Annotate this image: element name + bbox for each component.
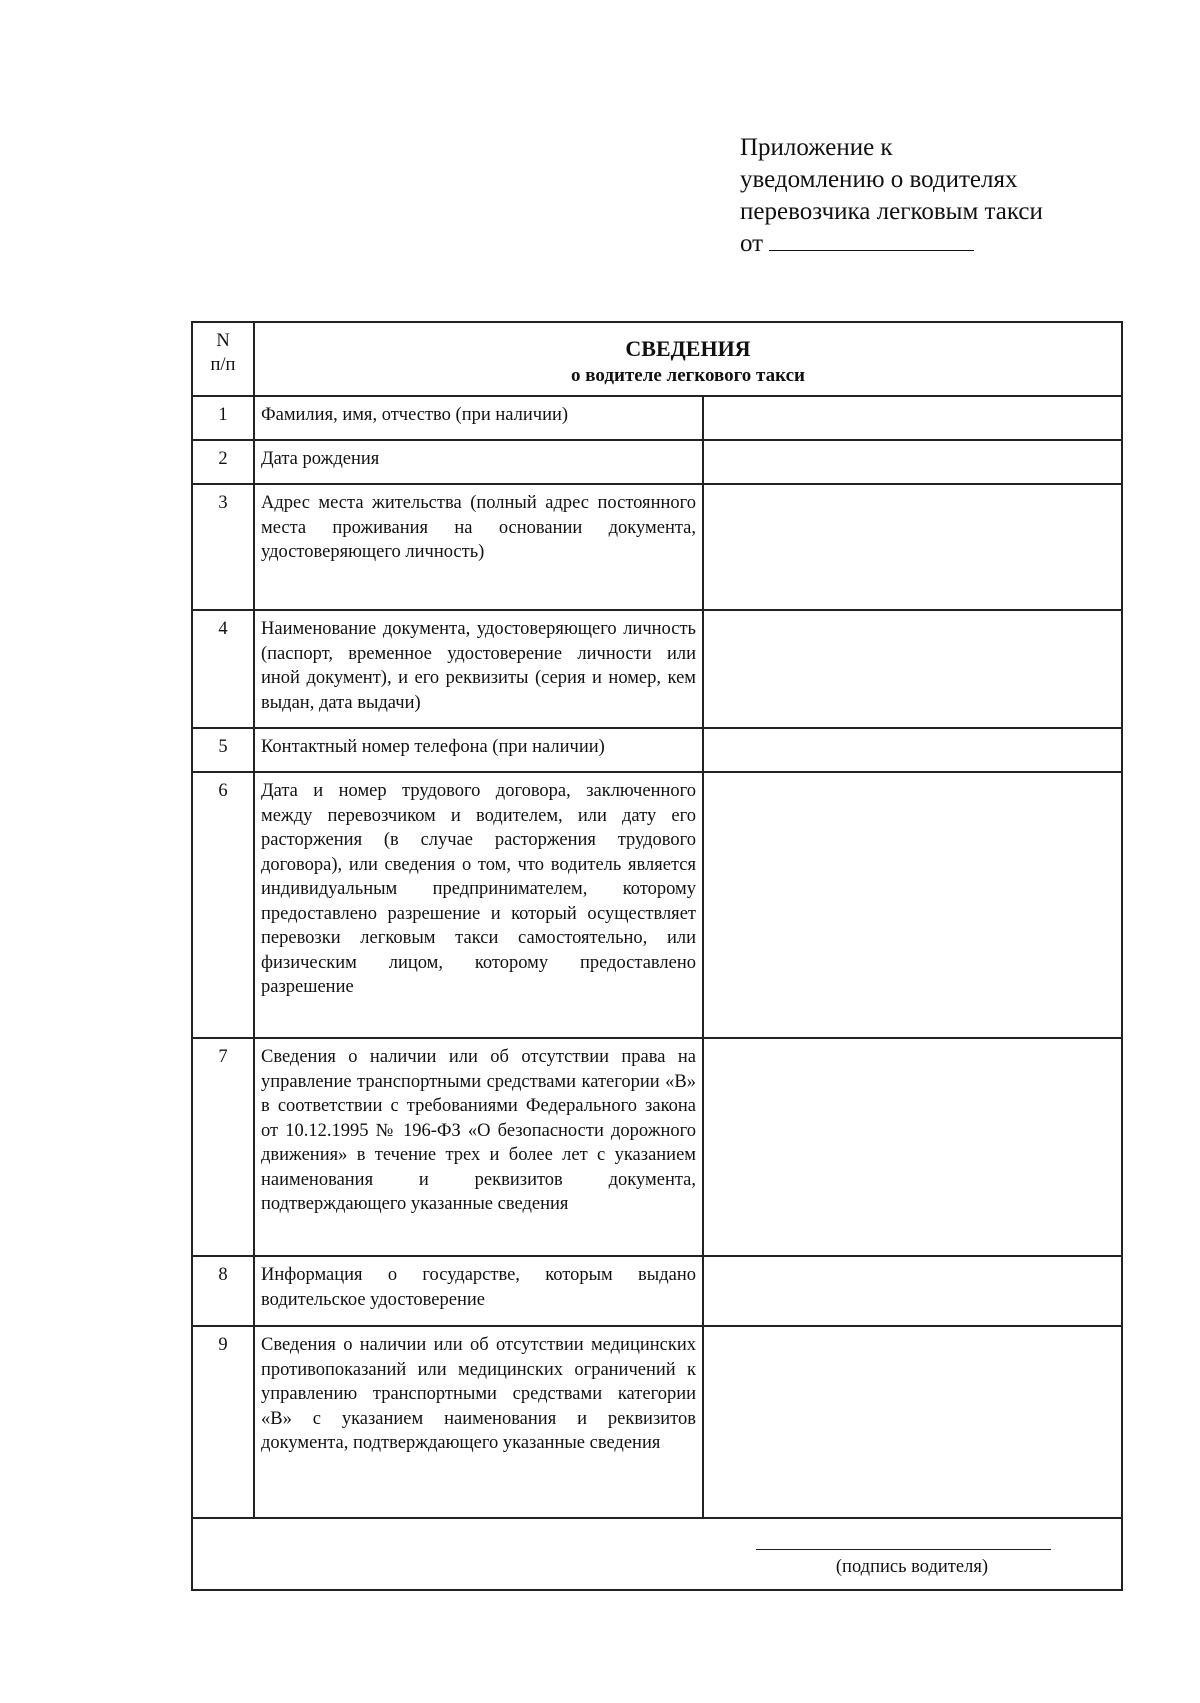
row-value-field[interactable]: [703, 772, 1122, 1038]
appendix-line-4: [740, 228, 1043, 260]
row-num: 1: [192, 396, 254, 440]
row-value-field[interactable]: [703, 440, 1122, 484]
table-row: [192, 484, 1122, 610]
row-label: Фамилия, имя, отчество (при наличии): [254, 396, 703, 440]
table-row: [192, 1326, 1122, 1518]
table-row: [192, 440, 1122, 484]
row-value-field[interactable]: [703, 1326, 1122, 1518]
date-blank-field[interactable]: [769, 230, 974, 251]
row-label: Дата и номер трудового договора, заключенного между перевозчиком и водителем, или дату его расторжения (в случае расторжения трудового договора), или сведения о том, что водитель является индивидуальным предпринимателем, которому предоставлено разрешение и который осуществляет перевозки легковым такси самостоятельно, или физическим лицом, которому предоставлено разрешение: [254, 772, 703, 1038]
row-num: 9: [192, 1326, 254, 1518]
table-row: [192, 396, 1122, 440]
row-num: 4: [192, 610, 254, 728]
appendix-line-3: перевозчика легковым такси: [740, 198, 1043, 225]
row-label: Адрес места жительства (полный адрес постоянного места проживания на основании документа, удостоверяющего личность): [254, 484, 703, 610]
appendix-line-1: Приложение к: [740, 134, 893, 161]
row-label: Сведения о наличии или об отсутствии права на управление транспортными средствами категории «В» в соответствии с требованиями Федерального закона от 10.12.1995 № 196-ФЗ «О безопасности дорожного движения» в течение трех и более лет с указанием наименования и реквизитов документа, подтверждающего указанные сведения: [254, 1038, 703, 1256]
row-value-field[interactable]: [703, 484, 1122, 610]
appendix-line-2: уведомлению о водителях: [740, 166, 1018, 193]
header-num-line1: N: [216, 331, 230, 351]
row-value-field[interactable]: [703, 1038, 1122, 1256]
row-num: 6: [192, 772, 254, 1038]
header-title-cell: [254, 322, 1122, 396]
row-label: Наименование документа, удостоверяющего личность (паспорт, временное удостоверение личности или иной документ), и его реквизиты (серия и номер, кем выдан, дата выдачи): [254, 610, 703, 728]
table-subtitle: о водителе легкового такси: [571, 365, 805, 386]
row-value-field[interactable]: [703, 610, 1122, 728]
table-row: [192, 728, 1122, 772]
table-header-row: [192, 322, 1122, 396]
row-label: Сведения о наличии или об отсутствии медицинских противопоказаний или медицинских ограничений к управлению транспортными средствами категории «В» с указанием наименования и реквизитов документа, подтверждающего указанные сведения: [254, 1326, 703, 1518]
row-label: Дата рождения: [254, 440, 703, 484]
row-value-field[interactable]: [703, 396, 1122, 440]
table-row: [192, 1256, 1122, 1326]
table-row: [192, 610, 1122, 728]
row-value-field[interactable]: [703, 728, 1122, 772]
header-num-line2: п/п: [210, 355, 236, 375]
row-value-field[interactable]: [703, 1256, 1122, 1326]
table-row: [192, 1038, 1122, 1256]
row-num: 2: [192, 440, 254, 484]
header-num-cell: [192, 322, 254, 396]
table-title: СВЕДЕНИЯ: [625, 336, 751, 361]
appendix-date-prefix: от: [740, 230, 764, 257]
signature-row: [192, 1518, 1122, 1590]
row-num: 5: [192, 728, 254, 772]
appendix-header: [740, 132, 1043, 260]
row-label: Контактный номер телефона (при наличии): [254, 728, 703, 772]
driver-info-table: [191, 321, 1123, 1591]
row-num: 8: [192, 1256, 254, 1326]
row-label: Информация о государстве, которым выдано водительское удостоверение: [254, 1256, 703, 1326]
signature-caption: (подпись водителя): [835, 1557, 988, 1577]
signature-cell: [192, 1518, 1122, 1590]
table-row: [192, 772, 1122, 1038]
row-num: 3: [192, 484, 254, 610]
signature-line[interactable]: [756, 1549, 1051, 1550]
row-num: 7: [192, 1038, 254, 1256]
